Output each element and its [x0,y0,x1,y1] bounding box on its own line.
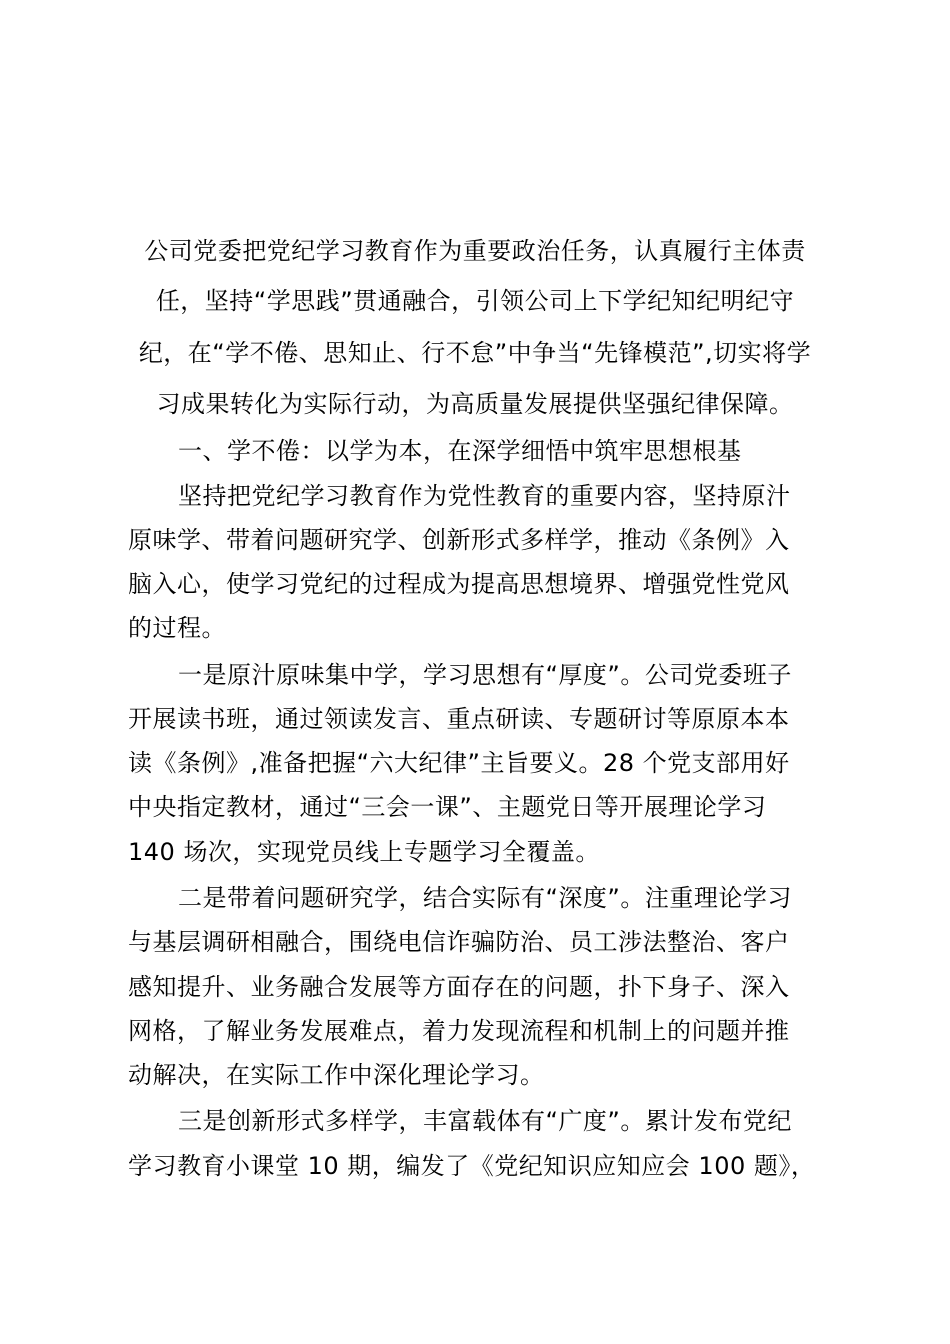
section-heading: 一、学不倦：以学为本，在深学细悟中筑牢思想根基 [178,437,742,465]
paragraph-line: 坚持把党纪学习教育作为党性教育的重要内容，坚持原汁 [178,482,791,510]
paragraph-line: 原味学、带着问题研究学、创新形式多样学，推动《条例》入 [128,526,790,554]
paragraph-line: 中央指定教材，通过“三会一课”、主题党日等开展理论学习 [128,793,767,821]
paragraph-line: 动解决，在实际工作中深化理论学习。 [128,1061,545,1089]
paragraph-line: 网格，了解业务发展难点，着力发现流程和机制上的问题并推 [128,1017,790,1045]
intro-line: 任，坚持“学思践”贯通融合，引领公司上下学纪知纪明纪守 [155,287,795,315]
intro-line: 公司党委把党纪学习教育作为重要政治任务，认真履行主体责 [144,237,806,265]
paragraph-line: 感知提升、业务融合发展等方面存在的问题，扑下身子、深入 [128,973,790,1001]
paragraph-line: 脑入心，使学习党纪的过程成为提高思想境界、增强党性党风 [128,570,790,598]
paragraph-line: 开展读书班，通过领读发言、重点研读、专题研讨等原原本本 [128,705,790,733]
paragraph-line: 140 场次，实现党员线上专题学习全覆盖。 [128,838,600,866]
paragraph-line: 一是原汁原味集中学，学习思想有“厚度”。公司党委班子 [178,661,792,689]
paragraph-line: 的过程。 [128,614,226,642]
paragraph-line: 与基层调研相融合，围绕电信诈骗防治、员工涉法整治、客户 [128,928,790,956]
paragraph-line: 学习教育小课堂 10 期，编发了《党纪知识应知应会 100 题》， [128,1152,816,1180]
paragraph-line: 读《条例》,准备把握“六大纪律”主旨要义。28 个党支部用好 [128,749,790,777]
paragraph-line: 二是带着问题研究学，结合实际有“深度”。注重理论学习 [178,884,792,912]
intro-line: 习成果转化为实际行动，为高质量发展提供坚强纪律保障。 [156,390,794,418]
intro-line: 纪，在“学不倦、思知止、行不怠”中争当“先锋模范”,切实将学 [138,339,812,367]
paragraph-line: 三是创新形式多样学，丰富载体有“广度”。累计发布党纪 [178,1107,792,1135]
